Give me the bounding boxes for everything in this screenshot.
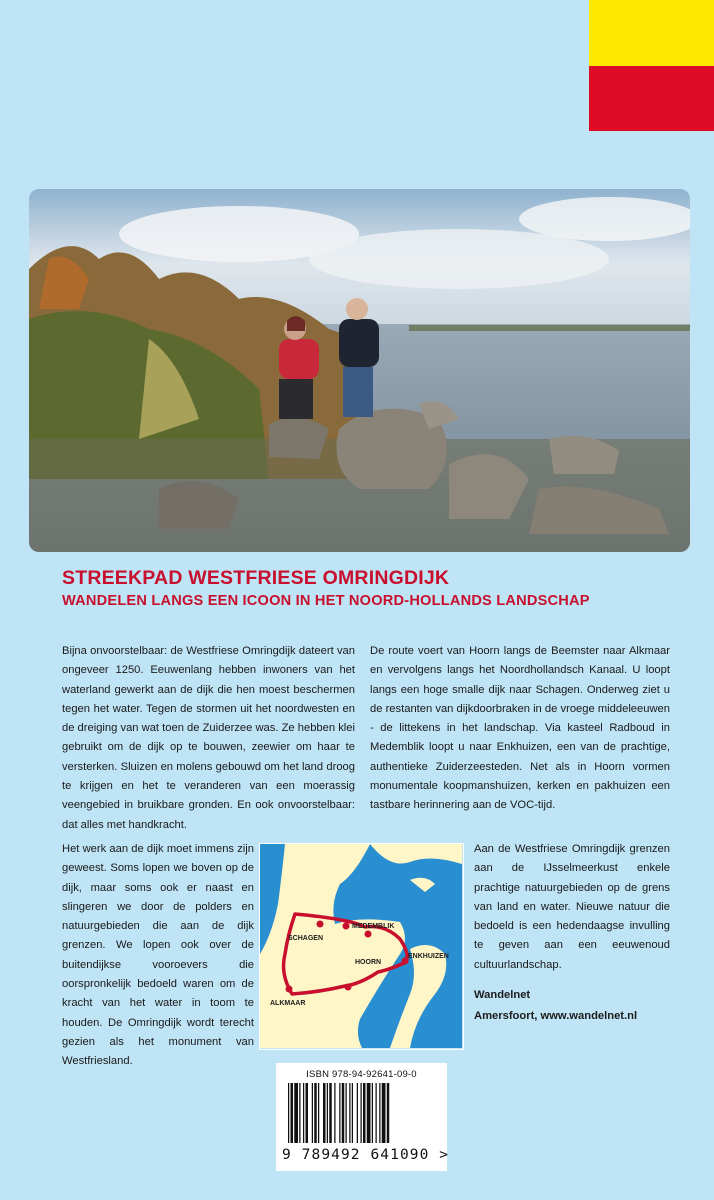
isbn-barcode — [276, 1063, 450, 1171]
barcode-bar — [339, 1083, 340, 1143]
barcode-bar — [376, 1083, 377, 1143]
dike-work-paragraph: Het werk aan de dijk moet immens zijn geweest. Soms lopen we boven op de dijk, maar soms ook er naast en slingeren we door de polders en natuurgebieden die aan de dijk grenzen. We lopen ook over de buitendijkse vooroevers die oorspronkelijk bedoeld waren om de kracht van het water in toom te houden. De Omringdijk wordt terecht gezien als het monument van Westfriesland. — [62, 843, 254, 1068]
map-label-medemblik: MEDEMBLIK — [352, 923, 395, 930]
flag-yellow-stripe — [589, 0, 714, 66]
barcode-bar — [382, 1083, 386, 1143]
map-label-alkmaar: ALKMAAR — [270, 1000, 306, 1007]
map-label-hoorn: HOORN — [355, 959, 382, 966]
barcode-bar — [367, 1083, 371, 1143]
publisher-name: Wandelnet — [474, 989, 531, 1001]
barcode-bar — [327, 1083, 328, 1143]
barcode-bar — [349, 1083, 350, 1143]
barcode-bar — [352, 1083, 353, 1143]
barcode-bars — [284, 1083, 439, 1147]
barcode-bar — [303, 1083, 304, 1143]
route-map — [259, 843, 464, 1050]
barcode-bar — [329, 1083, 332, 1143]
barcode-bar — [288, 1083, 289, 1143]
barcode-bar — [387, 1083, 390, 1143]
barcode-bar — [334, 1083, 335, 1143]
barcode-bar — [318, 1083, 319, 1143]
barcode-bar — [346, 1083, 347, 1143]
barcode-bar — [372, 1083, 373, 1143]
nature-paragraph: Aan de Westfriese Omringdijk grenzen aan de IJsselmeerkust enkele prachtige natuurgebieden op de grens van land en water. Nieuwe natuur die bedoeld is een hedendaagse invulling te geven aan een eeuwenoud cultuurlandschap. — [474, 843, 670, 971]
barcode-bar — [291, 1083, 294, 1143]
title-block — [62, 566, 702, 612]
map-label-schagen: SCHAGEN — [288, 935, 324, 942]
cover-photo — [29, 189, 690, 552]
barcode-bar — [357, 1083, 358, 1143]
isbn-label: ISBN 978-94-92641-09-0 — [306, 1069, 417, 1080]
barcode-bar — [299, 1083, 300, 1143]
barcode-bar — [323, 1083, 326, 1143]
barcode-bar — [363, 1083, 366, 1143]
main-title: STREEKPAD WESTFRIESE OMRINGDIJK — [62, 567, 450, 589]
route-paragraph: De route voert van Hoorn langs de Beemster naar Alkmaar en vervolgens langs het Noordhollandsch Kanaal. U loopt langs een hoge smalle dijk naar Schagen. Onderweg ziet u de restanten van dijkdoorbraken in de vroege middeleeuwen - de littekens in het landschap. Via kasteel Radboud in Medemblik loopt u naar Enkhuizen, een van de prachtige, authentieke Zuiderzeesteden. Net als in Hoorn vormen monumentale koopmanshuizen, kerken en pakhuizen een tastbare herinnering aan de VOC-tijd. — [370, 645, 670, 812]
publisher-address: Amersfoort, www.wandelnet.nl — [474, 1010, 638, 1022]
barcode-bar — [379, 1083, 380, 1143]
map-label-enkhuizen: ENKHUIZEN — [408, 953, 449, 960]
publisher-signature — [474, 985, 684, 1027]
intro-paragraph: Bijna onvoorstelbaar: de Westfriese Omringdijk dateert van ongeveer 1250. Eeuwenlang hebben inwoners van het waterland gewerkt aan de dijk die hen moest beschermen tegen het water. Tegen de stormen uit het noordwesten en de dreiging van wat toen de Zuiderzee was. Ze hebben klei gebruikt om de dijk op te bouwen, zeewier om haar te versterken. Sluizen en molens gebouwd om het land droog te krijgen en het te veranderen van een moerassig veengebied in bruikbare gronden. En ook onvoorstelbaar: dat alles met handkracht. — [62, 645, 355, 831]
barcode-bar — [314, 1083, 317, 1143]
flag-red-stripe — [589, 66, 714, 131]
barcode-bar — [306, 1083, 309, 1143]
barcode-bar — [342, 1083, 345, 1143]
barcode-bar — [312, 1083, 313, 1143]
subtitle: WANDELEN LANGS EEN ICOON IN HET NOORD-HOLLANDS LANDSCHAP — [62, 593, 590, 609]
barcode-bar — [361, 1083, 362, 1143]
barcode-bar — [294, 1083, 298, 1143]
isbn-digits: 9 789492 641090 > — [282, 1147, 450, 1163]
